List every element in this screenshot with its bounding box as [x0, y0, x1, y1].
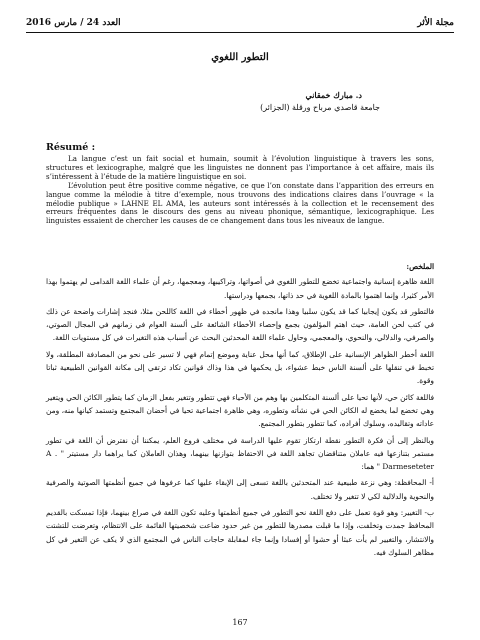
- header-rule: [26, 32, 454, 33]
- arabic-paragraph: ب- التغيير: وهو قوة تعمل على دفع اللغة نحو التطور في جميع أنظمتها وعليه تكون اللغة في صراع بينهما، فإذا تمسكت بالقديم المحافظ جمدت وتخلفت، وإذا ما قبلت مصدرها للتطور من غير حدود ضاعت شخصيتها القائمة على الانتظام، وتعرضت للتشتت والانتشار، والتغيير لم يأت عبثا أو حشوا أو إفسادا وإنما جاء لمقابلة حاجات الناس في المجتمع الذي لا يكف عن التغير في كل مظاهر السلوك فيه.: [46, 508, 434, 557]
- resume-paragraph: L’évolution peut être positive comme négative, ce que l’on constate dans l’apparition des erreurs en langue comme la mélodie à titre d’exemple, nous trouvons des indications claires dans l’ouvrage « la mélodie publique » LAHNE EL AMA, les auteurs sont intéressés à la collection et le recensement des erreurs fréquentes dans le discours des gens au niveau phonique, sémantique, lexicographique. Les linguistes essaient de chercher les causes de ce changement dans tous les niveaux de langue.: [46, 180, 434, 226]
- issue-info: العدد 24 / مارس 2016: [26, 18, 121, 28]
- arabic-paragraph: اللغة أخطر الظواهر الإنسانية على الإطلاق، كما أنها محل عناية وموضع إتمام فهي لا تسير على نحو من المصادفة المطلقة، ولا تخبط في تنقلها على ألسنة الناس خبط عشواء، بل يحكمها في هذا وذاك قوانين تكاد ترتقي إلى مكانة القوانين الطبيعية ثباتا وقوة.: [46, 349, 434, 386]
- author-affiliation: جامعة قاصدي مرباح ورقلة (الجزائر): [260, 103, 380, 112]
- arabic-abstract-heading: الملخص:: [406, 262, 434, 271]
- resume-heading: Résumé :: [46, 142, 96, 153]
- arabic-abstract: [46, 260, 434, 562]
- resume-paragraph: La langue c’est un fait social et humain, soumit à l’évolution linguistique à travers les sons, structures et lexicographe, malgré que les linguistes ne donnent pas l’importance à cet affaire, mais ils s’intéressent à l’étude de la matière linguistique en soi.: [46, 154, 434, 181]
- resume-body: [46, 155, 434, 226]
- article-title: التطور اللغوي: [211, 52, 269, 63]
- arabic-paragraph: فالتطور قد يكون إيجابيا كما قد يكون سلبيا وهذا مانجده في ظهور أخطاء في اللغة كاللحن مثلا، فنجد إشارات واضحة عن ذلك في كتب لحن العامة، حيث اهتم المؤلفون بجمع وإحصاء الأخطاء الشائعة على ألسنة العوام في زمانهم في المجال الصوتي، والصرفي، والدلالي، والنحوي، والمعجمي، وحاول علماء اللغة المحدثين البحث عن أسباب هذه التغيرات في كل مستويات اللغة.: [46, 306, 434, 343]
- arabic-paragraph: وبالنظر إلى أن فكرة التطور نقطة ارتكاز تقوم عليها الدراسة في مختلف فروع العلم، يمكننا أن نفترض أن اللغة في تطور مستمر بتنازعها فيه عاملان متناقضان تجاهد اللغة في الاحتفاظ بتوازنها بينهما، وهذان العاملان كما يراهما دار مستيتر " A . Darmeseteter " هما:: [46, 435, 434, 472]
- running-header: [26, 18, 454, 34]
- author-name: د. مبارك خمقاني: [305, 90, 362, 100]
- journal-name: مجلة الأثر: [417, 18, 454, 28]
- page-number: 167: [232, 618, 248, 627]
- arabic-paragraph: فاللغة كائن حي، لأنها تحيا على ألسنة المتكلمين بها وهم من الأحياء فهي تتطور وتتغير بفعل الزمان كما يتطور الكائن الحي ويتغير وهي تخضع لما يخضع له الكائن الحي في نشأته وتطوره، وهي ظاهرة اجتماعية تحيا في أحضان المجتمع وتستمد كيانها منه، ومن عاداته وتقاليده، وسلوك أفراده، كما تتطور بتطور المجتمع.: [46, 392, 434, 429]
- arabic-paragraph: أ- المحافظة: وهي نزعة طبيعية عند المتحدثين باللغة تسعى إلى الإبقاء عليها كما عرفوها في جميع أنظمتها الصوتية والصرفية والنحوية والدلالية لكي لا تتغير ولا تختلف.: [46, 478, 434, 501]
- arabic-paragraph: اللغة ظاهرة إنسانية واجتماعية تخضع للتطور اللغوي في أصواتها، وتراكيبها، ومعجمها، رغم أن علماء اللغة القدامى لم يهتموا بهذا الأمر كثيرا، وإنما اهتموا بالمادة اللغوية في حد ذاتها، بجمعها ودراستها.: [46, 277, 434, 300]
